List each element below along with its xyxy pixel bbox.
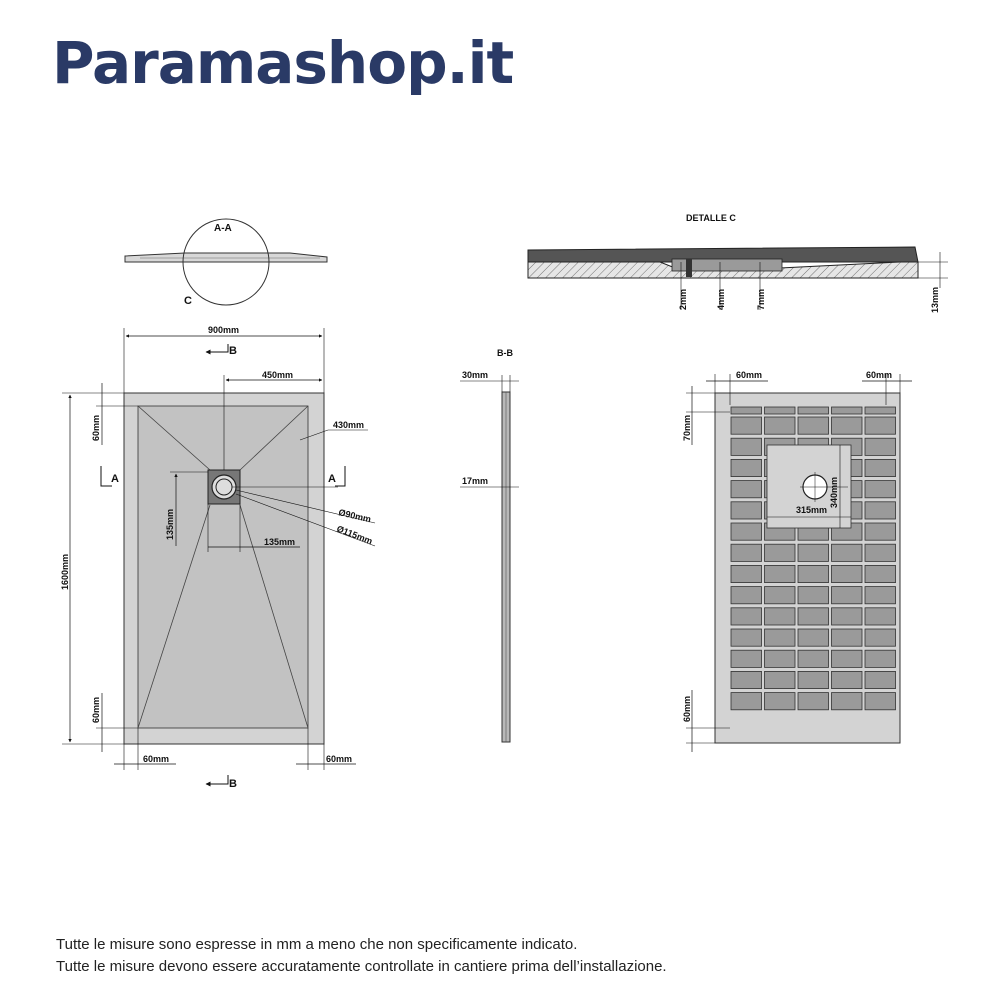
grid-cell <box>731 671 762 688</box>
grid-cell <box>731 523 762 540</box>
underside-grid-view <box>682 370 912 752</box>
grid-cell <box>865 417 896 434</box>
grid-cell <box>731 417 762 434</box>
grid-cell <box>798 629 829 646</box>
grid-cell <box>865 650 896 667</box>
dim-450mm: 450mm <box>262 370 294 380</box>
grid-cell <box>731 459 762 476</box>
section-b-top-label: B <box>229 345 237 357</box>
grid-cell <box>865 671 896 688</box>
grid-cell <box>731 481 762 498</box>
grid-cell <box>865 565 896 582</box>
grid-cell <box>865 693 896 710</box>
section-a-left-label: A <box>111 473 119 485</box>
dim-2mm: 2mm <box>678 288 688 310</box>
notes <box>56 934 667 978</box>
grid-cell <box>765 671 796 688</box>
grid-cell <box>798 417 829 434</box>
grid-cell <box>765 565 796 582</box>
dim-60mm-grid-bottom: 60mm <box>682 695 692 722</box>
grid-cell <box>798 407 829 414</box>
dim-70mm: 70mm <box>682 414 692 441</box>
grid-cell <box>731 629 762 646</box>
grid-cell <box>731 502 762 519</box>
grid-cell <box>832 544 863 561</box>
grid-cell <box>731 544 762 561</box>
dim-60mm-grid-right: 60mm <box>866 370 893 380</box>
section-b-bottom-label: B <box>229 778 237 790</box>
grid-cell <box>865 523 896 540</box>
grid-cell <box>832 608 863 625</box>
grid-cell <box>832 407 863 414</box>
grid-cell <box>865 502 896 519</box>
grid-cell <box>832 565 863 582</box>
grid-cell <box>865 481 896 498</box>
grid-cell <box>865 459 896 476</box>
dim-4mm: 4mm <box>716 288 726 310</box>
grid-cell <box>798 565 829 582</box>
grid-cell <box>765 608 796 625</box>
grid-cell <box>865 407 896 414</box>
dim-900mm: 900mm <box>208 325 240 335</box>
grid-cell <box>765 629 796 646</box>
grid-cell <box>731 407 762 414</box>
grid-cell <box>832 671 863 688</box>
grid-cell <box>865 438 896 455</box>
dim-13mm: 13mm <box>930 286 940 313</box>
grid-cell <box>865 608 896 625</box>
grid-cell <box>798 608 829 625</box>
detail-c-title: DETALLE C <box>686 213 736 223</box>
dim-60mm-top: 60mm <box>91 414 101 441</box>
grid-cell <box>731 565 762 582</box>
dim-135mm-v: 135mm <box>165 508 175 540</box>
grid-cell <box>765 693 796 710</box>
section-bb-view <box>460 348 519 742</box>
dim-340mm: 340mm <box>829 476 839 508</box>
grid-cell <box>798 587 829 604</box>
grid-cell <box>798 544 829 561</box>
grid-cell <box>832 587 863 604</box>
grid-cell <box>832 629 863 646</box>
plan-view <box>60 325 375 790</box>
grid-cell <box>765 417 796 434</box>
grid-cell <box>832 693 863 710</box>
dim-315mm: 315mm <box>796 505 828 515</box>
section-aa-view <box>125 219 327 307</box>
dim-30mm: 30mm <box>462 370 489 380</box>
grid-cell <box>765 544 796 561</box>
grid-cell <box>865 587 896 604</box>
note-line-2: Tutte le misure devono essere accuratamente controllate in cantiere prima dell’installazione. <box>56 958 667 975</box>
dim-430mm: 430mm <box>333 420 365 430</box>
section-aa-label: A-A <box>214 223 232 234</box>
dim-60mm-bottom: 60mm <box>91 696 101 723</box>
brand-logo: Paramashop.it <box>52 29 514 97</box>
dim-60mm-left: 60mm <box>143 754 170 764</box>
grid-cell <box>865 544 896 561</box>
dim-60mm-right: 60mm <box>326 754 353 764</box>
dim-135mm-h: 135mm <box>264 537 296 547</box>
grid-cell <box>798 650 829 667</box>
dim-diam-90: Ø90mm <box>337 507 372 525</box>
note-line-1: Tutte le misure sono espresse in mm a meno che non specificamente indicato. <box>56 936 578 953</box>
dim-17mm: 17mm <box>462 476 489 486</box>
detail-c-view <box>528 213 948 313</box>
grid-cell <box>731 693 762 710</box>
dim-7mm: 7mm <box>756 288 766 310</box>
grid-cell <box>731 587 762 604</box>
detail-c-marker: C <box>184 295 192 307</box>
grid-cell <box>832 417 863 434</box>
grid-cell <box>731 438 762 455</box>
grid-cell <box>765 587 796 604</box>
grid-cell <box>765 650 796 667</box>
section-a-right-label: A <box>328 473 336 485</box>
grid-cell <box>798 671 829 688</box>
section-bb-label: B-B <box>497 348 513 358</box>
grid-cell <box>832 650 863 667</box>
grid-cell <box>765 407 796 414</box>
grid-cell <box>865 629 896 646</box>
dim-60mm-grid-left: 60mm <box>736 370 763 380</box>
grid-cell <box>798 693 829 710</box>
dim-diam-115: Ø115mm <box>335 523 374 547</box>
grid-cell <box>731 650 762 667</box>
grid-cell <box>731 608 762 625</box>
dim-1600mm: 1600mm <box>60 553 70 590</box>
